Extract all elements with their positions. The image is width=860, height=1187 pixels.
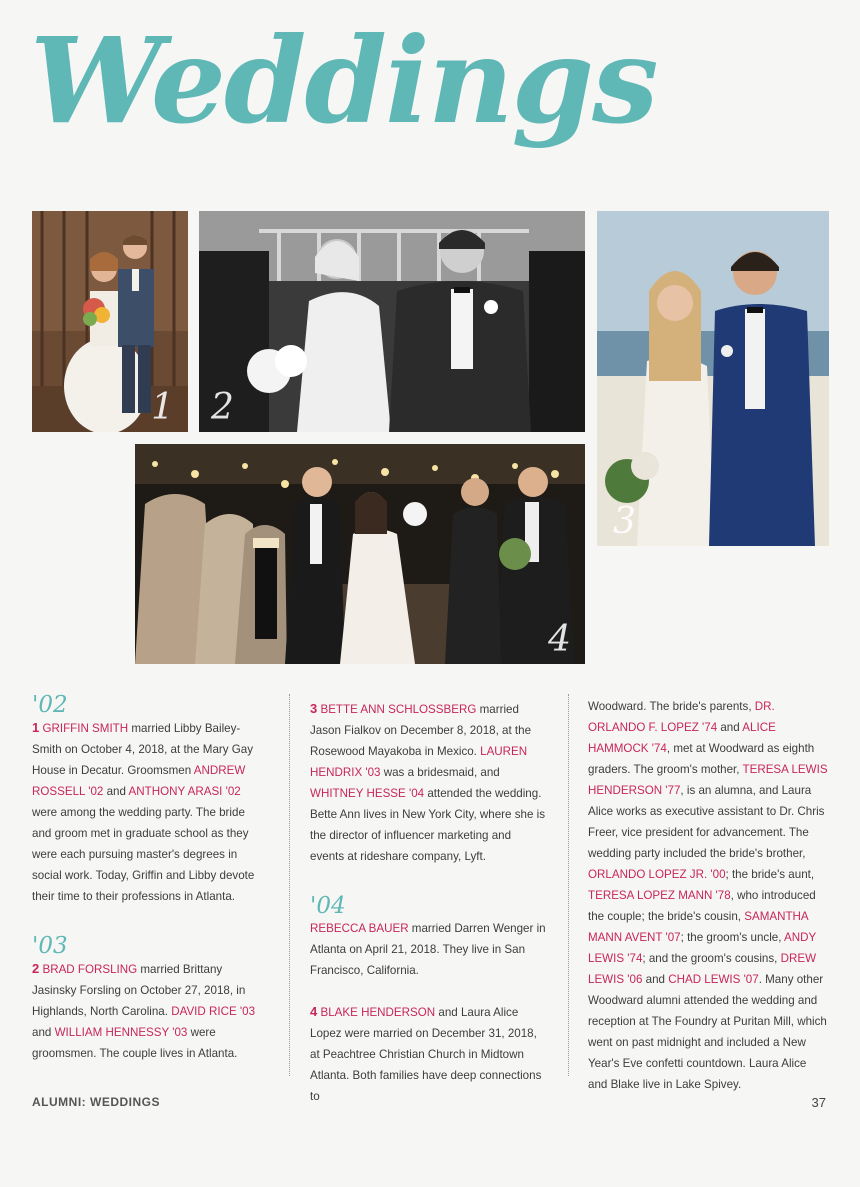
entry-text: and xyxy=(32,1026,55,1039)
alumni-name: ANDREW ROSSELL '02 xyxy=(32,764,246,798)
text-column-1 xyxy=(32,694,264,1064)
entry-text: and xyxy=(642,973,669,986)
class-year-heading: '03 xyxy=(32,933,68,959)
text-column-3 xyxy=(588,696,828,1095)
text-column-2 xyxy=(310,698,546,1107)
entry-number: 2 xyxy=(32,961,40,976)
entry-text: . Many other Woodward alumni attended the wedding and reception at The Foundry at Puritan Mill, which went on past midnight and included a New Year's Eve confetti countdown. Laura Alice and Blake live in Lake Spivey. xyxy=(588,973,827,1091)
entry-text: , who introduced the couple; the bride's cousin, xyxy=(588,889,816,923)
photo-number: 4 xyxy=(548,619,571,660)
alumni-name: TERESA LEWIS HENDERSON '77 xyxy=(588,763,828,797)
entry-number: 3 xyxy=(310,701,318,716)
entry-text: were among the wedding party. The bride and groom met in graduate school as they were each pursuing master's degrees in social work. Today, Griffin and Libby devote their time to their professions in Atlanta. xyxy=(32,806,255,903)
entry-text: married Darren Wenger in Atlanta on April 21, 2018. They live in San Francisco, California. xyxy=(310,922,546,977)
column-divider xyxy=(289,694,290,1076)
entry-text: were groomsmen. The couple lives in Atlanta. xyxy=(32,1026,238,1060)
photo-number: 3 xyxy=(613,501,636,542)
entry-text: and Laura Alice Lopez were married on December 31, 2018, at Peachtree Christian Church in Midtown Atlanta. Both families have deep connections to xyxy=(310,1006,542,1103)
class-year-heading: '04 xyxy=(310,893,346,919)
column-divider xyxy=(568,694,569,1076)
alumni-name: WILLIAM HENNESSY '03 xyxy=(54,1026,188,1039)
entry-text: ; and the groom's cousins, xyxy=(642,952,781,965)
photo-number: 2 xyxy=(211,387,234,428)
alumni-name: BETTE ANN SCHLOSSBERG xyxy=(320,703,477,716)
entry-4-continued xyxy=(588,696,828,1095)
alumni-name: REBECCA BAUER xyxy=(310,922,409,935)
entry-4 xyxy=(310,1001,546,1107)
entry-text: , met at Woodward as eighth graders. The groom's mother, xyxy=(588,742,815,776)
entry-text: and xyxy=(717,721,743,734)
alumni-name: BRAD FORSLING xyxy=(42,963,138,976)
entry-2 xyxy=(32,958,264,1064)
entry-1 xyxy=(32,717,264,907)
wedding-photo-1 xyxy=(32,211,188,432)
entry-text: ; the groom's uncle, xyxy=(680,931,785,944)
entry-number: 4 xyxy=(310,1004,318,1019)
alumni-name: DR. ORLANDO F. LOPEZ '74 xyxy=(588,700,775,734)
page-number: 37 xyxy=(811,1095,826,1110)
alumni-name: SAMANTHA MANN AVENT '07 xyxy=(588,910,809,944)
entry-text: married Libby Bailey-Smith on October 4, 2018, at the Mary Gay House in Decatur. Groomsmen xyxy=(32,722,254,777)
photo-number: 1 xyxy=(151,387,174,428)
wedding-photo-4 xyxy=(135,444,585,664)
class-year-heading: '02 xyxy=(32,692,68,718)
entry-text: married Jason Fialkov on December 8, 2018, at the Rosewood Mayakoba in Mexico. xyxy=(310,703,532,758)
alumni-name: ANTHONY ARASI '02 xyxy=(128,785,241,798)
alumni-name: TERESA LOPEZ MANN '78 xyxy=(588,889,731,902)
alumni-name: LAUREN HENDRIX '03 xyxy=(310,745,528,779)
entry-text: was a bridesmaid, and xyxy=(380,766,500,779)
entry-text: married Brittany Jasinsky Forsling on October 27, 2018, in Highlands, North Carolina. xyxy=(32,963,246,1018)
alumni-name: ALICE HAMMOCK '74 xyxy=(588,721,776,755)
section-label: ALUMNI: WEDDINGS xyxy=(32,1095,160,1109)
entry-text: Woodward. The bride's parents, xyxy=(588,700,755,713)
entry-text: attended the wedding. Bette Ann lives in New York City, where she is the director of influencer marketing and events at rideshare company, Lyft. xyxy=(310,787,545,863)
alumni-name: GRIFFIN SMITH xyxy=(42,722,129,735)
entry-3 xyxy=(310,698,546,867)
page-title: Weddings xyxy=(30,11,657,150)
alumni-name: DAVID RICE '03 xyxy=(171,1005,256,1018)
entry-text: ; the bride's aunt, xyxy=(725,868,815,881)
alumni-name: ANDY LEWIS '74 xyxy=(588,931,817,965)
alumni-name: CHAD LEWIS '07 xyxy=(668,973,759,986)
entry-number: 1 xyxy=(32,720,40,735)
wedding-photo-2 xyxy=(199,211,585,432)
entry-text: and xyxy=(103,785,129,798)
wedding-photo-3 xyxy=(597,211,829,546)
alumni-name: WHITNEY HESSE '04 xyxy=(310,787,425,800)
entry-text: , is an alumna, and Laura Alice works as executive assistant to Dr. Chris Freer, vice president for advancement. The wedding party included the bride's brother, xyxy=(588,784,825,860)
alumni-name: DREW LEWIS '06 xyxy=(588,952,817,986)
alumni-name: ORLANDO LOPEZ JR. '00 xyxy=(588,868,726,881)
alumni-name: BLAKE HENDERSON xyxy=(320,1006,436,1019)
entry-5 xyxy=(310,918,546,981)
